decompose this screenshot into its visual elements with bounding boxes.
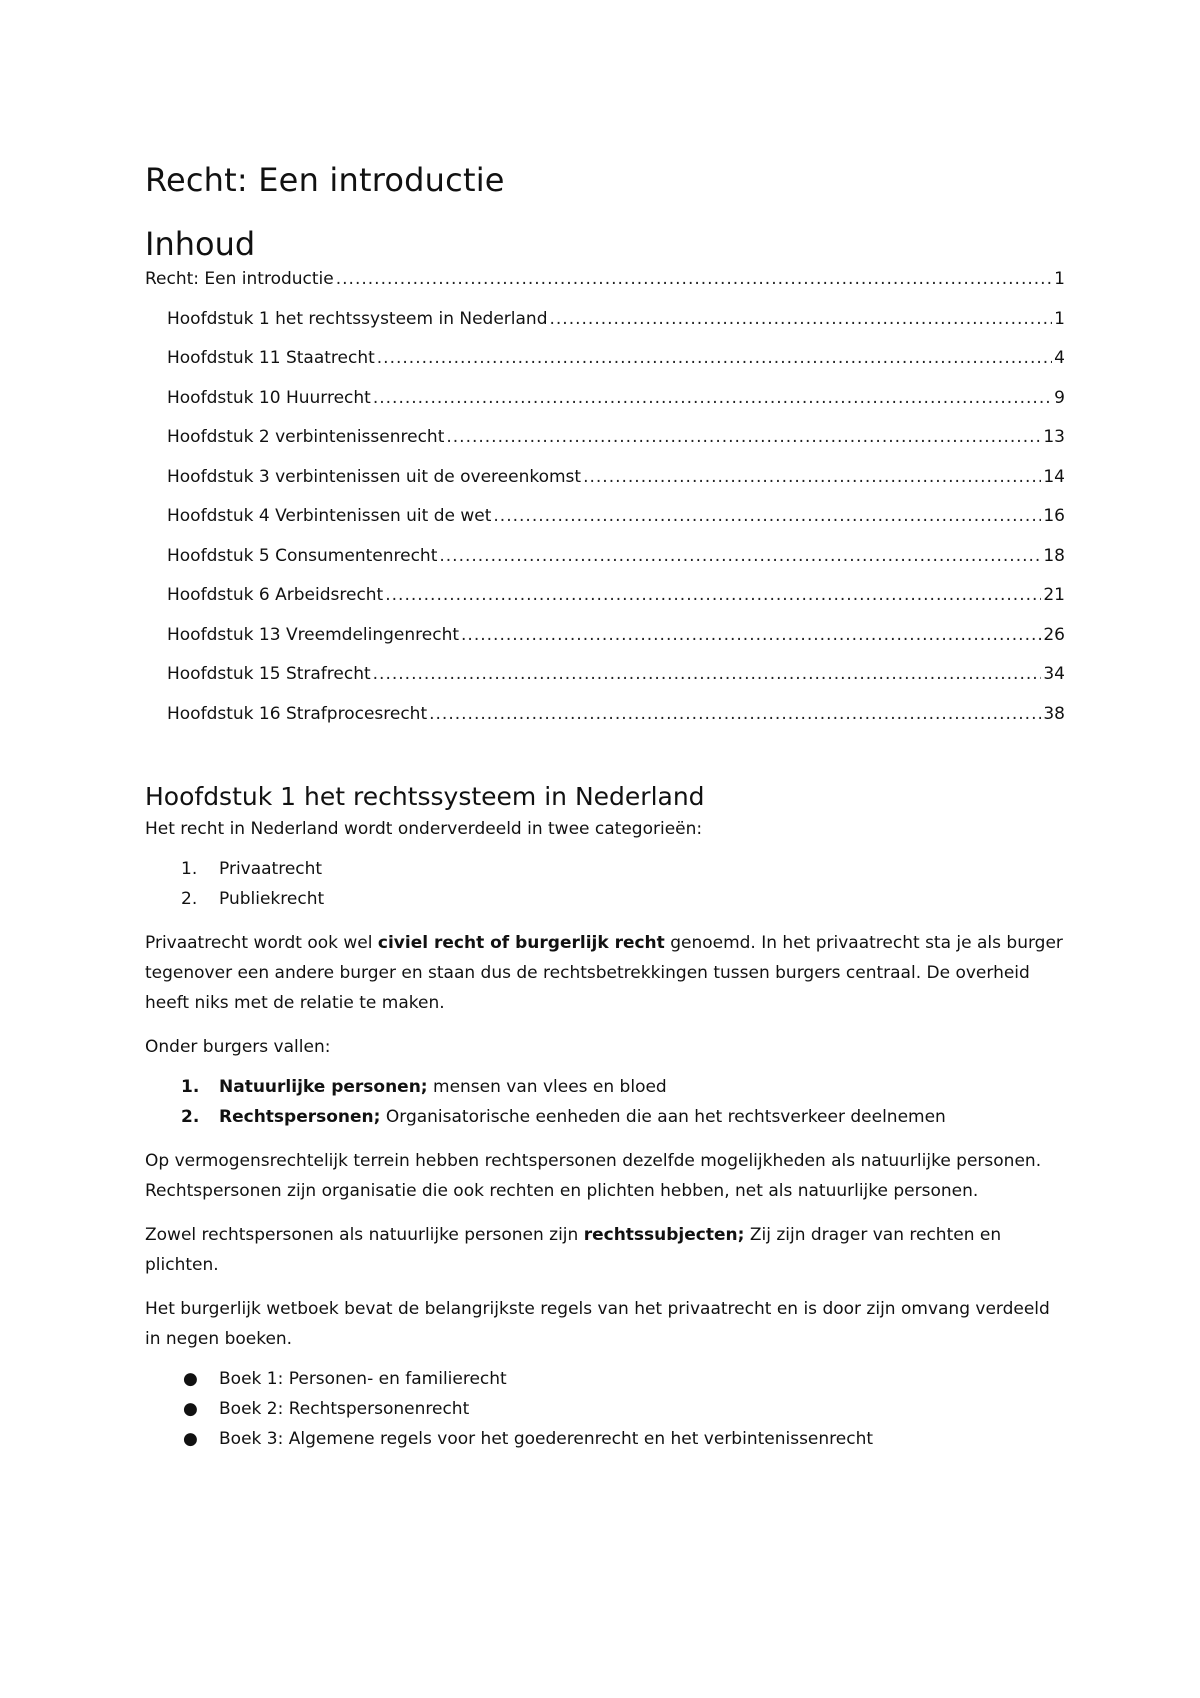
list-item — [145, 884, 1065, 914]
list-item — [145, 1102, 1065, 1132]
toc-leader-dots — [373, 385, 1052, 411]
books-list — [145, 1364, 1065, 1454]
toc-entry-page: 16 — [1043, 506, 1065, 526]
list-number: 1. — [181, 859, 198, 879]
list-item-text: Boek 2: Rechtspersonenrecht — [219, 1399, 470, 1419]
toc-entry-label: Hoofdstuk 1 het rechtssysteem in Nederland — [167, 308, 548, 329]
toc-leader-dots — [336, 266, 1052, 292]
toc-entry-page: 26 — [1043, 624, 1065, 645]
toc-entry-label: Hoofdstuk 16 Strafprocesrecht — [167, 703, 428, 724]
toc-leader-dots — [429, 701, 1041, 727]
toc-entry-page: 18 — [1043, 545, 1065, 566]
toc-entry[interactable] — [145, 306, 1065, 346]
toc-entry-label: Hoofdstuk 4 Verbintenissen uit de wet — [167, 506, 492, 526]
toc-entry[interactable] — [145, 622, 1065, 662]
toc-entry[interactable] — [145, 701, 1065, 741]
toc-entry-page: 1 — [1054, 308, 1065, 329]
list-item — [145, 854, 1065, 884]
term-rechtssubjecten: rechtssubjecten; — [583, 1225, 745, 1245]
list-item-text: Rechtspersonen; Organisatorische eenheden die aan het rechtsverkeer deelnemen — [219, 1107, 946, 1127]
toc-leader-dots — [446, 424, 1041, 450]
bullet-icon: ● — [183, 1369, 198, 1389]
toc-leader-dots — [461, 622, 1041, 648]
toc-entry-page: 1 — [1054, 269, 1065, 289]
toc-entry[interactable] — [145, 385, 1065, 425]
toc-entry-label: Hoofdstuk 15 Strafrecht — [167, 664, 371, 684]
persons-list — [145, 1072, 1065, 1132]
toc-leader-dots — [385, 582, 1041, 608]
term-burgerlijk-recht: burgerlijk recht — [515, 933, 665, 953]
privaatrecht-paragraph: Privaatrecht wordt ook wel civiel recht of burgerlijk recht genoemd. In het privaatrecht sta je als burger tegenover een andere burger en staan dus de rechtsbetrekkingen tussen burgers centraal. De overheid heeft niks met de relatie te maken. — [145, 933, 1063, 1013]
toc-leader-dots — [493, 503, 1041, 529]
toc-entry-page: 4 — [1054, 348, 1065, 368]
list-item-text: Natuurlijke personen; mensen van vlees en bloed — [219, 1077, 667, 1097]
toc-entry[interactable] — [145, 345, 1065, 385]
list-item — [145, 1424, 1065, 1454]
toc-entry-page: 14 — [1043, 466, 1065, 487]
list-number: 2. — [181, 889, 198, 909]
toc-entry-page: 21 — [1043, 585, 1065, 605]
list-number: 1. — [181, 1077, 200, 1097]
list-item — [145, 1072, 1065, 1102]
toc-leader-dots — [377, 345, 1052, 371]
toc-leader-dots — [439, 543, 1041, 569]
list-item — [145, 1364, 1065, 1394]
toc-entry-page: 9 — [1054, 387, 1065, 408]
list-item-text: Publiekrecht — [219, 889, 325, 909]
toc-entry[interactable] — [145, 582, 1065, 622]
list-item-text: Privaatrecht — [219, 859, 323, 879]
toc-entry-label: Recht: Een introductie — [145, 269, 334, 289]
list-item-text: Boek 3: Algemene regels voor het goederenrecht en het verbintenissenrecht — [219, 1429, 874, 1449]
toc-entry-page: 38 — [1043, 703, 1065, 724]
toc-entry-label: Hoofdstuk 13 Vreemdelingenrecht — [167, 624, 460, 645]
list-item — [145, 1394, 1065, 1424]
toc-leader-dots — [373, 661, 1042, 687]
toc-entry-label: Hoofdstuk 11 Staatrecht — [167, 348, 375, 368]
table-of-contents — [145, 266, 1065, 740]
list-item-text: Boek 1: Personen- en familierecht — [219, 1369, 507, 1389]
toc-entry[interactable] — [145, 266, 1065, 306]
intro-paragraph: Het recht in Nederland wordt onderverdeeld in twee categorieën: — [145, 819, 703, 839]
categories-list — [145, 854, 1065, 914]
toc-entry[interactable] — [145, 424, 1065, 464]
bullet-icon: ● — [183, 1399, 198, 1419]
toc-entry[interactable] — [145, 503, 1065, 543]
section-heading: Hoofdstuk 1 het rechtssysteem in Nederland — [145, 782, 705, 811]
toc-entry-label: Hoofdstuk 10 Huurrecht — [167, 387, 371, 408]
document-title: Recht: Een introductie — [145, 161, 505, 199]
toc-entry[interactable] — [145, 661, 1065, 701]
wetboek-paragraph: Het burgerlijk wetboek bevat de belangrijkste regels van het privaatrecht en is door zijn omvang verdeeld in negen boeken. — [145, 1299, 1050, 1349]
toc-entry[interactable] — [145, 464, 1065, 504]
toc-entry-label: Hoofdstuk 5 Consumentenrecht — [167, 545, 438, 566]
toc-entry-label: Hoofdstuk 3 verbintenissen uit de overeenkomst — [167, 466, 582, 487]
rechtssubjecten-paragraph: Zowel rechtspersonen als natuurlijke personen zijn rechtssubjecten; Zij zijn drager van rechten en plichten. — [145, 1225, 1002, 1275]
document-page — [145, 160, 1065, 1466]
toc-entry-label: Hoofdstuk 6 Arbeidsrecht — [167, 585, 384, 605]
term-civiel-recht: civiel recht — [377, 933, 485, 953]
bullet-icon: ● — [183, 1429, 198, 1449]
toc-entry-page: 34 — [1043, 664, 1065, 684]
toc-heading: Inhoud — [145, 225, 256, 263]
toc-leader-dots — [583, 464, 1041, 490]
burgers-paragraph: Onder burgers vallen: — [145, 1037, 331, 1057]
toc-entry[interactable] — [145, 543, 1065, 583]
vermogensrecht-paragraph: Op vermogensrechtelijk terrein hebben rechtspersonen dezelfde mogelijkheden als natuurlijke personen. Rechtspersonen zijn organisatie die ook rechten en plichten hebben, net als natuurlijke personen. — [145, 1151, 1042, 1201]
toc-entry-page: 13 — [1043, 427, 1065, 447]
toc-entry-label: Hoofdstuk 2 verbintenissenrecht — [167, 427, 445, 447]
list-number: 2. — [181, 1107, 200, 1127]
toc-leader-dots — [550, 306, 1053, 332]
